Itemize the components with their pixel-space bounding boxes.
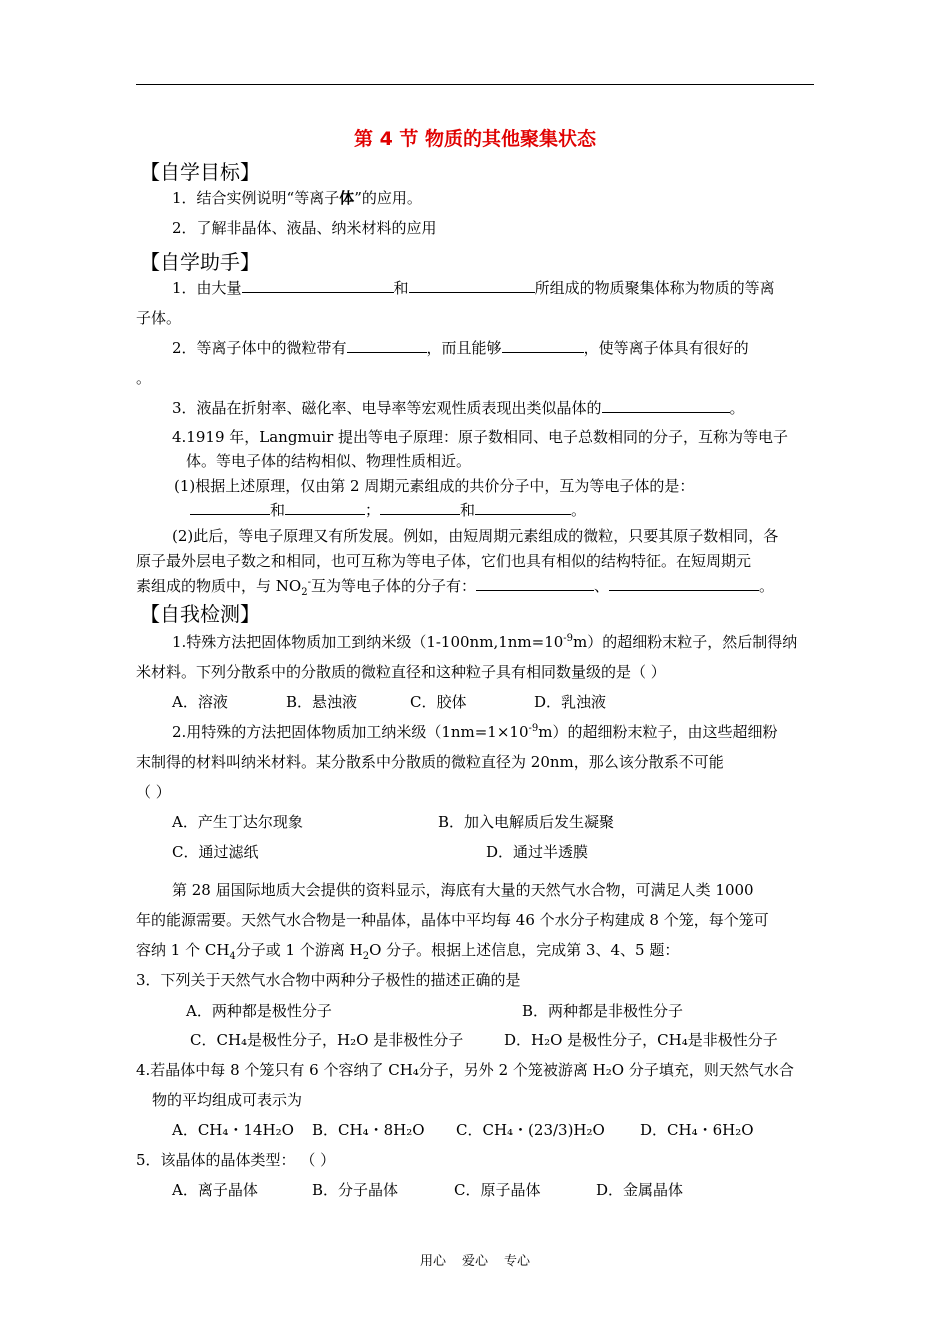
question-2: 2.用特殊的方法把固体物质加工纳米级$(1nm=1\times 10^{-9}m)$的超细粉末粒子，由这些超细粉 (172, 723, 778, 741)
helper-2-cont: 。 (136, 369, 152, 387)
question-1: 1.特殊方法把固体物质加工到纳米级$(1-100nm,1nm=10^{-9}m)$的超细粉末粒子，然后制得纳 (172, 633, 798, 651)
section-heading-check: 【自我检测】 (140, 602, 260, 626)
question-5-options: A．离子晶体 B．分子晶体 C．原子晶体 D．金属晶体 (172, 1181, 684, 1199)
question-4-cont: 物的平均组成可表示为 (152, 1091, 303, 1109)
material-2: 年的能源需要。天然气水合物是一种晶体，晶体中平均每 46 个水分子构建成 8 个笼，每个笼可 (136, 911, 769, 929)
question-5: 5．该晶体的晶体类型： （ ） (136, 1151, 336, 1169)
page-title: 第 4 节 物质的其他聚集状态 (353, 128, 597, 150)
page-footer: 用心 爱心 专心 (419, 1254, 531, 1269)
question-1-options: A．溶液 B．悬浊液 C．胶体 D．乳浊液 (172, 693, 607, 711)
goal-2: 2．了解非晶体、液晶、纳米材料的应用 (172, 219, 437, 237)
material-1: 第 28 届国际地质大会提供的资料显示，海底有大量的天然气水合物，可满足人类 1000 (172, 881, 754, 899)
helper-2: 2．等离子体中的微粒带有 ，而且能够 ，使等离子体具有很好的 (172, 339, 749, 357)
material-3: 容纳 1 个 $CH_4$分子或 1 个游离 $H_2O$ 分子。根据上述信息，完成第 3、4、5 题： (136, 941, 680, 962)
question-2-cont2: （ ） (136, 783, 171, 801)
question-4: 4.若晶体中每 8 个笼只有 6 个容纳了 CH₄分子，另外 2 个笼被游离 H₂O 分子填充，则天然气水合 (136, 1061, 794, 1079)
helper-4-cont: 体。等电子体的结构相似、物理性质相近。 (186, 452, 472, 470)
helper-4-2: (2)此后，等电子原理又有所发展。例如，由短周期元素组成的微粒，只要其原子数相同，各 (172, 527, 779, 545)
helper-4-2-cont2: 素组成的物质中，与 $NO_2^-$互为等电子体的分子有： 、 。 (136, 577, 775, 598)
helper-1: 1．由大量 和 所组成的物质聚集体称为物质的等离 (172, 279, 775, 297)
helper-1-cont: 子体。 (136, 309, 182, 327)
question-2-options-ab: A．产生丁达尔现象 B．加入电解质后发生凝聚 (172, 813, 615, 831)
question-2-cont: 末制得的材料叫纳米材料。某分散系中分散质的微粒直径为 20nm，那么该分散系不可能 (136, 753, 724, 771)
question-3-options-ab: A．两种都是极性分子 B．两种都是非极性分子 (186, 1002, 684, 1020)
helper-4-1-blanks: 和 ； 和 。 (190, 500, 586, 520)
helper-3: 3．液晶在折射率、磁化率、电导率等宏观性质表现出类似晶体的 。 (172, 399, 745, 417)
section-heading-helper: 【自学助手】 (140, 250, 260, 274)
header-rule (136, 84, 814, 85)
helper-4: 4.1919 年，Langmuir 提出等电子原理：原子数相同、电子总数相同的分子，互称为等电子 (172, 428, 789, 446)
question-2-options-cd: C．通过滤纸 D．通过半透膜 (172, 843, 589, 861)
section-heading-goals: 【自学目标】 (140, 160, 260, 184)
question-4-options: A．CH₄・14H₂O B．CH₄・8H₂O C．CH₄・(23/3)H₂O D．CH₄・6H₂O (172, 1121, 754, 1139)
helper-4-1: (1)根据上述原理，仅由第 2 周期元素组成的共价分子中，互为等电子体的是： (174, 477, 695, 495)
question-1-cont: 米材料。下列分散系中的分散质的微粒直径和这种粒子具有相同数量级的是（ ） (136, 663, 666, 681)
goal-1: 1．结合实例说明“等离子体”的应用。 (172, 189, 422, 207)
helper-4-2-cont: 原子最外层电子数之和相同，也可互称为等电子体，它们也具有相似的结构特征。在短周期元 (136, 552, 752, 570)
question-3: 3．下列关于天然气水合物中两种分子极性的描述正确的是 (136, 971, 521, 989)
question-3-options-cd: C．CH₄是极性分子，H₂O 是非极性分子 D．H₂O 是极性分子，CH₄是非极性分子 (190, 1031, 778, 1049)
